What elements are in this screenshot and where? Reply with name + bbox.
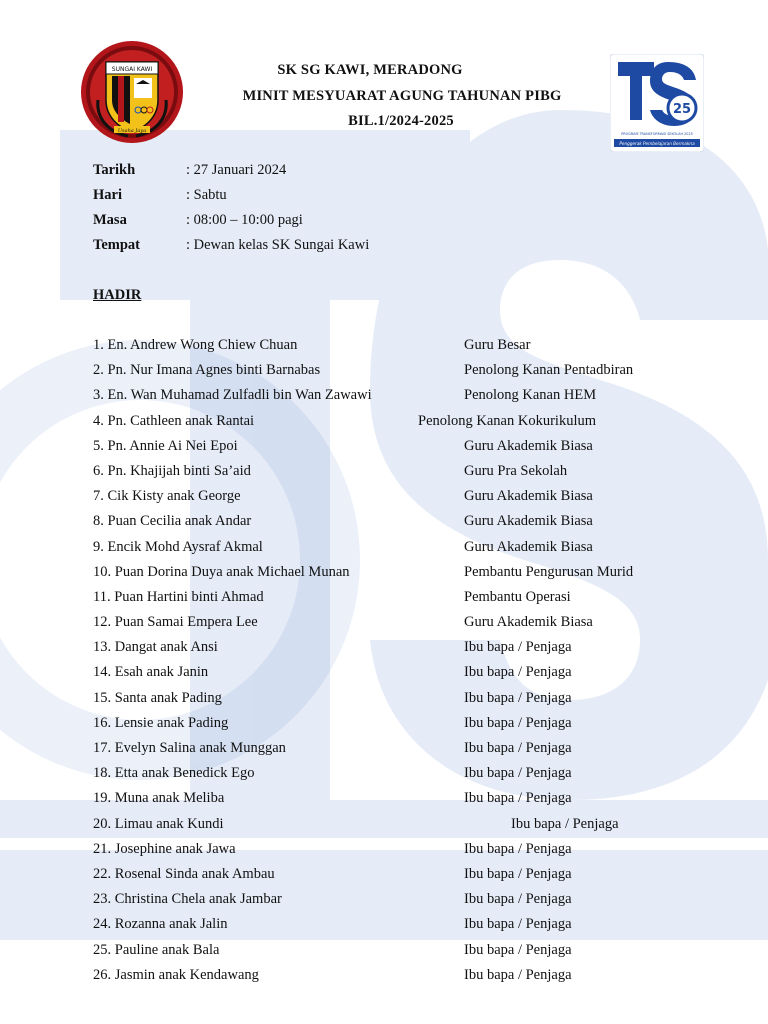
meta-value: : 08:00 – 10:00 pagi xyxy=(186,212,303,228)
attendee-role: Ibu bapa / Penjaga xyxy=(464,916,572,933)
attendee-name: 21. Josephine anak Jawa xyxy=(93,840,236,857)
attendee-role: Guru Akademik Biasa xyxy=(464,488,593,505)
attendee-row xyxy=(93,459,713,484)
attendee-row xyxy=(93,560,713,585)
document-title: MINIT MESYUARAT AGUNG TAHUNAN PIBG xyxy=(242,87,562,104)
attendee-role: Pembantu Operasi xyxy=(464,588,571,605)
attendee-role: Ibu bapa / Penjaga xyxy=(511,815,619,832)
attendee-row xyxy=(93,383,713,408)
attendee-row xyxy=(93,484,713,509)
attendee-role: Ibu bapa / Penjaga xyxy=(464,740,572,756)
meta-value: : 27 Januari 2024 xyxy=(186,162,287,178)
attendee-role: Guru Akademik Biasa xyxy=(464,513,593,530)
attendee-list xyxy=(93,333,713,988)
attendee-role: Ibu bapa / Penjaga xyxy=(464,664,572,681)
attendee-row xyxy=(93,434,713,459)
attendee-role: Ibu bapa / Penjaga xyxy=(464,714,572,731)
meta-label: Masa xyxy=(93,212,127,228)
attendee-role: Guru Pra Sekolah xyxy=(464,462,568,479)
attendee-name: 24. Rozanna anak Jalin xyxy=(93,916,228,933)
attendee-name: 10. Puan Dorina Duya anak Michael Munan xyxy=(93,563,350,580)
attendee-role: Ibu bapa / Penjaga xyxy=(464,966,572,983)
attendee-role: Ibu bapa / Penjaga xyxy=(464,891,572,908)
meta-row xyxy=(93,208,369,233)
attendee-row xyxy=(93,585,713,610)
attendee-name: 15. Santa anak Pading xyxy=(93,689,222,706)
attendee-name: 17. Evelyn Salina anak Munggan xyxy=(93,740,286,756)
attendee-name: 9. Encik Mohd Aysraf Akmal xyxy=(93,538,263,555)
ts25-number: 25 xyxy=(672,102,692,117)
meta-row xyxy=(93,158,369,183)
attendee-row xyxy=(93,862,713,887)
attendee-role: Guru Akademik Biasa xyxy=(464,538,593,555)
meta-value: : Sabtu xyxy=(186,187,227,203)
attendee-role: Penolong Kanan HEM xyxy=(464,387,597,404)
attendee-role: Guru Akademik Biasa xyxy=(464,614,593,631)
document-number: BIL.1/2024-2025 xyxy=(348,113,454,129)
meta-label: Tempat xyxy=(93,237,140,253)
attendee-name: 18. Etta anak Benedick Ego xyxy=(93,765,255,782)
crest-motto-text: Usaha Jaya xyxy=(117,128,147,134)
attendee-role: Ibu bapa / Penjaga xyxy=(464,765,572,782)
attendee-name: 13. Dangat anak Ansi xyxy=(93,639,218,656)
attendee-row xyxy=(93,686,713,711)
attendee-row xyxy=(93,761,713,786)
attendee-row xyxy=(93,635,713,660)
meta-label: Hari xyxy=(93,187,122,203)
attendee-row xyxy=(93,509,713,534)
attendee-name: 2. Pn. Nur Imana Agnes binti Barnabas xyxy=(93,362,321,379)
attendee-row xyxy=(93,837,713,862)
attendee-role: Guru Besar xyxy=(464,337,531,353)
attendee-name: 6. Pn. Khajijah binti Sa’aid xyxy=(93,462,251,479)
attendee-name: 25. Pauline anak Bala xyxy=(93,941,220,958)
crest-banner-text: SUNGAI KAWI xyxy=(111,66,153,73)
attendee-row xyxy=(93,812,713,837)
school-name: SK SG KAWI, MERADONG xyxy=(277,62,463,78)
attendee-role: Penolong Kanan Kokurikulum xyxy=(418,412,597,429)
attendee-row xyxy=(93,963,713,988)
attendee-role: Ibu bapa / Penjaga xyxy=(464,639,572,656)
attendee-row xyxy=(93,786,713,811)
attendee-role: Penolong Kanan Pentadbiran xyxy=(464,362,634,379)
attendee-row xyxy=(93,938,713,963)
meeting-details xyxy=(93,158,369,258)
attendee-row xyxy=(93,409,713,434)
attendee-role: Ibu bapa / Penjaga xyxy=(464,865,572,882)
attendee-row xyxy=(93,610,713,635)
attendee-row xyxy=(93,358,713,383)
attendee-row xyxy=(93,535,713,560)
ts25-caption-tagline: Penggerak Pembelajaran Bermakna xyxy=(619,141,695,146)
attendee-role: Ibu bapa / Penjaga xyxy=(464,689,572,706)
attendee-name: 14. Esah anak Janin xyxy=(93,664,209,681)
meta-label: Tarikh xyxy=(93,162,136,178)
attendee-row xyxy=(93,736,713,761)
attendance-heading: HADIR xyxy=(93,287,142,303)
attendee-name: 12. Puan Samai Empera Lee xyxy=(93,614,258,631)
attendee-role: Ibu bapa / Penjaga xyxy=(464,941,572,958)
ts25-logo xyxy=(610,54,704,152)
attendee-name: 7. Cik Kisty anak George xyxy=(93,488,241,505)
attendee-row xyxy=(93,912,713,937)
attendee-row xyxy=(93,711,713,736)
attendee-role: Guru Akademik Biasa xyxy=(464,437,593,454)
meta-row xyxy=(93,183,369,208)
attendee-name: 16. Lensie anak Pading xyxy=(93,714,229,731)
meta-row xyxy=(93,233,369,258)
attendee-name: 11. Puan Hartini binti Ahmad xyxy=(93,588,264,605)
attendee-row xyxy=(93,887,713,912)
attendee-name: 19. Muna anak Meliba xyxy=(93,790,225,807)
ts25-caption-program: PROGRAM TRANSFORMASI SEKOLAH 2025 xyxy=(621,132,693,136)
attendee-role: Ibu bapa / Penjaga xyxy=(464,790,572,807)
attendee-name: 20. Limau anak Kundi xyxy=(93,815,224,832)
attendee-name: 5. Pn. Annie Ai Nei Epoi xyxy=(93,437,238,454)
attendee-name: 1. En. Andrew Wong Chiew Chuan xyxy=(93,337,298,353)
attendee-row xyxy=(93,333,713,358)
attendee-name: 23. Christina Chela anak Jambar xyxy=(93,891,282,908)
attendee-role: Pembantu Pengurusan Murid xyxy=(464,563,634,580)
attendee-name: 22. Rosenal Sinda anak Ambau xyxy=(93,865,275,882)
meta-value: : Dewan kelas SK Sungai Kawi xyxy=(186,237,370,253)
attendee-name: 3. En. Wan Muhamad Zulfadli bin Wan Zawawi xyxy=(93,387,372,404)
attendee-row xyxy=(93,660,713,685)
attendee-name: 4. Pn. Cathleen anak Rantai xyxy=(93,412,255,429)
attendee-name: 26. Jasmin anak Kendawang xyxy=(93,966,259,983)
attendee-role: Ibu bapa / Penjaga xyxy=(464,840,572,857)
attendee-name: 8. Puan Cecilia anak Andar xyxy=(93,513,252,530)
